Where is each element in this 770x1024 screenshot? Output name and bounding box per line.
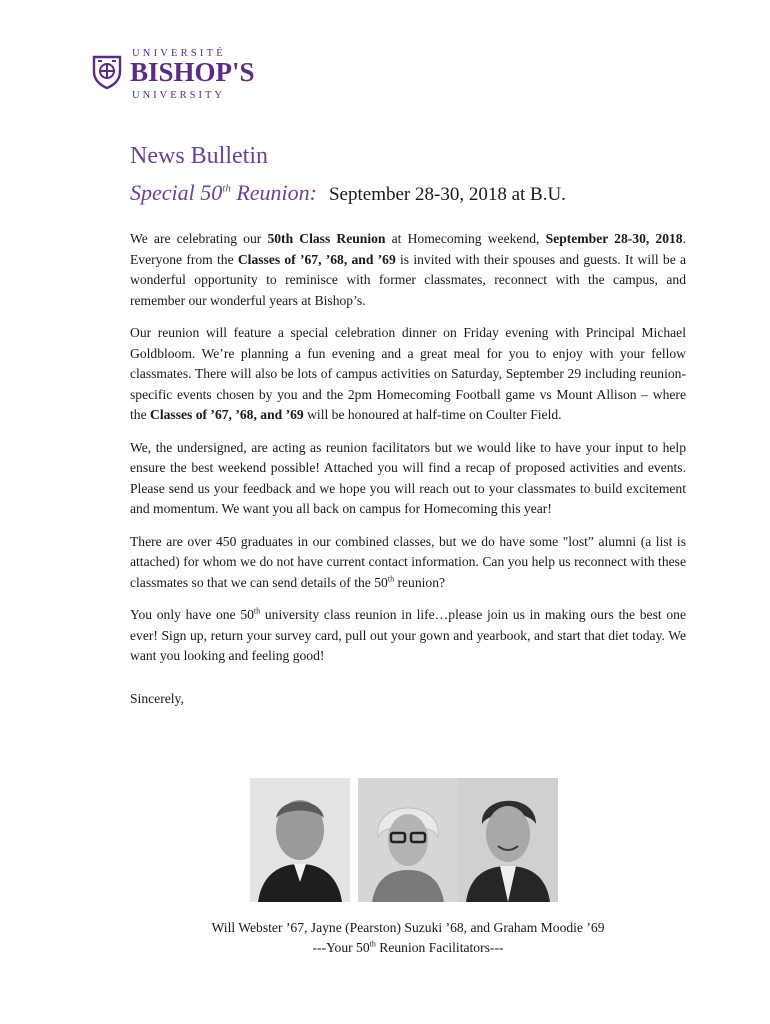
portrait-icon [250,778,350,902]
event-date: September 28-30, 2018 at B.U. [328,184,566,205]
photo-graham-moodie [458,778,558,902]
p5-sup: th [253,606,261,616]
portrait-icon [358,778,458,902]
p1-bold-classes: Classes of ’67, ’68, and ’69 [237,251,396,267]
paragraph-3: We, the undersigned, are acting as reunion facilitators but we would like to have your input to help ensure the best weekend possible! Attached you will find a recap of proposed activities and events. Please send us your feedback and we hope you will reach out to your classmates to build excitement and momentum. We want you all back on campus for Homecoming this year! [130,439,686,516]
p2-text-a: Our reunion will feature a special celebration dinner on Friday evening with Principal Michael Goldbloom. We’re planning a fun evening and a great meal for you to enjoy with your fellow classmates. There will also be lots of campus activities on Saturday, September 29 including reunion-specific events chosen by you and the 2pm Homecoming Football game vs Mount Allison – where the [130,325,686,422]
photo-jayne-suzuki [358,778,458,902]
paragraph-5 [130,605,686,667]
p2-bold-classes: Classes of ’67, ’68, and ’69 [150,407,304,422]
logo-top-text: UNIVERSITÉ [132,48,226,59]
p1-bold-reunion: 50th Class Reunion [267,231,386,246]
caption-role-sup: th [369,939,376,949]
subtitle-prefix: Special 50 [130,180,223,205]
paragraph-4 [130,532,686,594]
page-subtitle [130,180,566,206]
caption-names: Will Webster ’67, Jayne (Pearston) Suzuki ’68, and Graham Moodie ’69 [211,920,605,935]
subtitle-suffix: Reunion [230,180,310,205]
p4-sup: th [387,573,395,583]
logo-name: BISHOP'S [130,57,255,87]
logo-bottom-text: UNIVERSITY [132,90,225,101]
crest-icon [90,54,124,90]
paragraph-2 [130,323,686,426]
p5-text-a: You only have one 50 [130,607,254,622]
p4-text-a: There are over 450 graduates in our combined classes, but we do have some "lost” alumni (a list is attached) for whom we do not have current contact information. Can you help us reconnect with these classmates so that we can send details of the 50 [130,533,686,590]
p5-text-b: university class reunion in life…please join us in making ours the best one ever! Sign up, return your survey card, pull out your gown and yearbook, and start that diet today. We want you looking and feeling good! [130,607,686,663]
university-logo [90,48,255,104]
signoff: Sincerely, [130,690,184,706]
photo-caption [130,918,686,958]
photo-will-webster [250,778,350,902]
portrait-icon [458,778,558,902]
subtitle-italic [130,180,317,205]
page-title: News Bulletin [130,143,268,169]
p1-text-a: We are celebrating our [130,231,268,246]
subtitle-colon: : [309,180,317,205]
caption-role-b: Reunion Facilitators--- [375,940,504,955]
subtitle-sup: th [222,182,231,195]
p2-text-c: will be honoured at half-time on Coulter Field. [303,407,562,422]
letter-body [130,229,686,721]
p1-bold-date: September 28-30, 2018 [545,231,683,246]
caption-role-a: ---Your 50 [312,940,370,955]
p1-text-c: at Homecoming weekend, [385,231,546,246]
paragraph-1 [130,229,686,311]
p1-text-g: is invited with their spouses and guests. It will be a wonderful opportunity to reminisce with former classmates, reconnect with the campus, and remember our wonderful years at Bishop’s. [130,251,687,308]
facilitator-photos [250,778,560,902]
caption-role [130,938,686,958]
p4-text-b: reunion? [394,574,446,590]
p1-text-e: . Everyone from the [130,231,687,267]
